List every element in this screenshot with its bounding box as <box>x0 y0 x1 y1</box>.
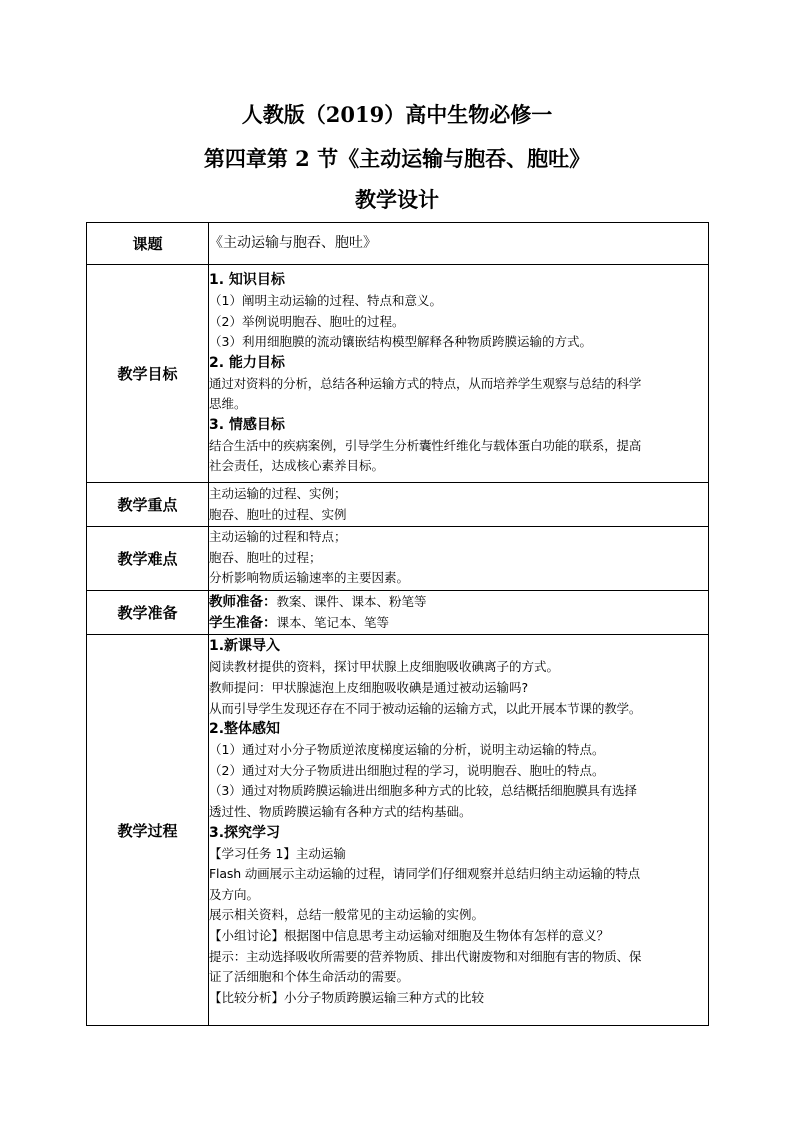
key-point-line: 主动运输的过程、实例； <box>209 486 347 501</box>
document-title-line-2: 第四章第 2 节《主动运输与胞吞、胞吐》 <box>203 146 591 171</box>
difficulties-row <box>87 527 709 591</box>
teacher-preparation-value: 教案、课件、课本、粉笔等 <box>276 594 427 610</box>
key-points-row <box>87 483 709 527</box>
section-inquiry-title: 3.探究学习 <box>209 824 281 841</box>
section-inquiry-line: 【小组讨论】根据图中信息思考主动运输对细胞及生物体有怎样的意义？ <box>209 927 610 943</box>
knowledge-goal-item: （1）阐明主动运输的过程、特点和意义。 <box>209 292 442 308</box>
key-point-line: 胞吞、胞吐的过程、实例 <box>209 506 347 522</box>
section-inquiry-line: 提示：主动选择吸收所需要的营养物质、排出代谢废物和对细胞有害的物质、保 <box>209 948 642 964</box>
lesson-plan-table <box>86 222 709 1026</box>
section-inquiry-line: Flash 动画展示主动运输的过程，请同学们仔细观察并总结归纳主动运输的特点 <box>209 866 641 882</box>
topic-row <box>87 223 709 265</box>
teacher-preparation <box>209 592 708 613</box>
knowledge-goal-title: 1. 知识目标 <box>209 271 285 288</box>
difficulty-line: 分析影响物质运输速率的主要因素。 <box>209 570 410 586</box>
section-overview-line: （1）通过对小分子物质逆浓度梯度运输的分析，说明主动运输的特点。 <box>209 742 605 758</box>
section-inquiry-line: 证了活细胞和个体生命活动的需要。 <box>209 969 410 985</box>
preparation-row <box>87 591 709 635</box>
section-overview-line: 透过性、物质跨膜运输有各种方式的结构基础。 <box>209 803 472 819</box>
emotion-goal-line: 社会责任，达成核心素养目标。 <box>209 458 385 474</box>
student-preparation <box>209 613 708 634</box>
preparation-label: 教学准备 <box>87 591 209 635</box>
difficulty-line: 主动运输的过程和特点； <box>209 529 347 545</box>
process-label: 教学过程 <box>87 635 209 1026</box>
key-points-cell <box>209 483 709 527</box>
ability-goal-line: 通过对资料的分析，总结各种运输方式的特点，从而培养学生观察与总结的科学 <box>209 375 642 391</box>
section-new-lesson-line: 阅读教材提供的资料，探讨甲状腺上皮细胞吸收碘离子的方式。 <box>209 659 560 675</box>
topic-label: 课题 <box>87 223 209 265</box>
knowledge-goal-item: （2）举例说明胞吞、胞吐的过程。 <box>209 313 405 329</box>
goals-label: 教学目标 <box>87 265 209 483</box>
student-preparation-value: 课本、笔记本、笔等 <box>276 614 390 630</box>
section-inquiry-line: 【学习任务 1】主动运输 <box>209 845 346 861</box>
knowledge-goal-item: （3）利用细胞膜的流动镶嵌结构模型解释各种物质跨膜运输的方式。 <box>209 334 592 350</box>
section-inquiry-line: 及方向。 <box>209 886 260 902</box>
ability-goal-title: 2. 能力目标 <box>209 354 285 371</box>
goals-row <box>87 265 709 483</box>
section-overview-line: （3）通过对物质跨膜运输进出细胞多种方式的比较，总结概括细胞膜具有选择 <box>209 783 637 799</box>
section-new-lesson-title: 1.新课导入 <box>209 638 281 655</box>
preparation-cell <box>209 591 709 635</box>
difficulty-line: 胞吞、胞吐的过程； <box>209 549 322 565</box>
topic-value: 《主动运输与胞吞、胞吐》 <box>209 235 377 252</box>
emotion-goal-title: 3. 情感目标 <box>209 416 285 433</box>
teacher-preparation-label: 教师准备： <box>209 594 277 611</box>
section-inquiry-line: 【比较分析】小分子物质跨膜运输三种方式的比较 <box>209 989 485 1005</box>
emotion-goal-line: 结合生活中的疾病案例，引导学生分析囊性纤维化与载体蛋白功能的联系，提高 <box>209 437 642 453</box>
document-title-line-1: 人教版（2019）高中生物必修一 <box>241 102 553 127</box>
goals-cell <box>209 265 709 483</box>
process-row <box>87 635 709 1026</box>
section-overview-line: （2）通过对大分子物质进出细胞过程的学习，说明胞吞、胞吐的特点。 <box>209 762 605 778</box>
section-inquiry-line: 展示相关资料，总结一般常见的主动运输的实例。 <box>209 907 485 923</box>
difficulties-label: 教学难点 <box>87 527 209 591</box>
process-cell <box>209 635 709 1026</box>
ability-goal-line: 思维。 <box>209 396 247 412</box>
topic-cell <box>209 223 709 265</box>
document-title-line-3: 教学设计 <box>355 187 439 212</box>
section-overview-title: 2.整体感知 <box>209 721 281 738</box>
student-preparation-label: 学生准备： <box>209 614 277 631</box>
difficulties-cell <box>209 527 709 591</box>
section-new-lesson-line: 教师提问：甲状腺滤泡上皮细胞吸收碘是通过被动运输吗? <box>209 679 529 695</box>
section-new-lesson-line: 从而引导学生发现还存在不同于被动运输的运输方式，以此开展本节课的教学。 <box>209 700 642 716</box>
key-points-label: 教学重点 <box>87 483 209 527</box>
